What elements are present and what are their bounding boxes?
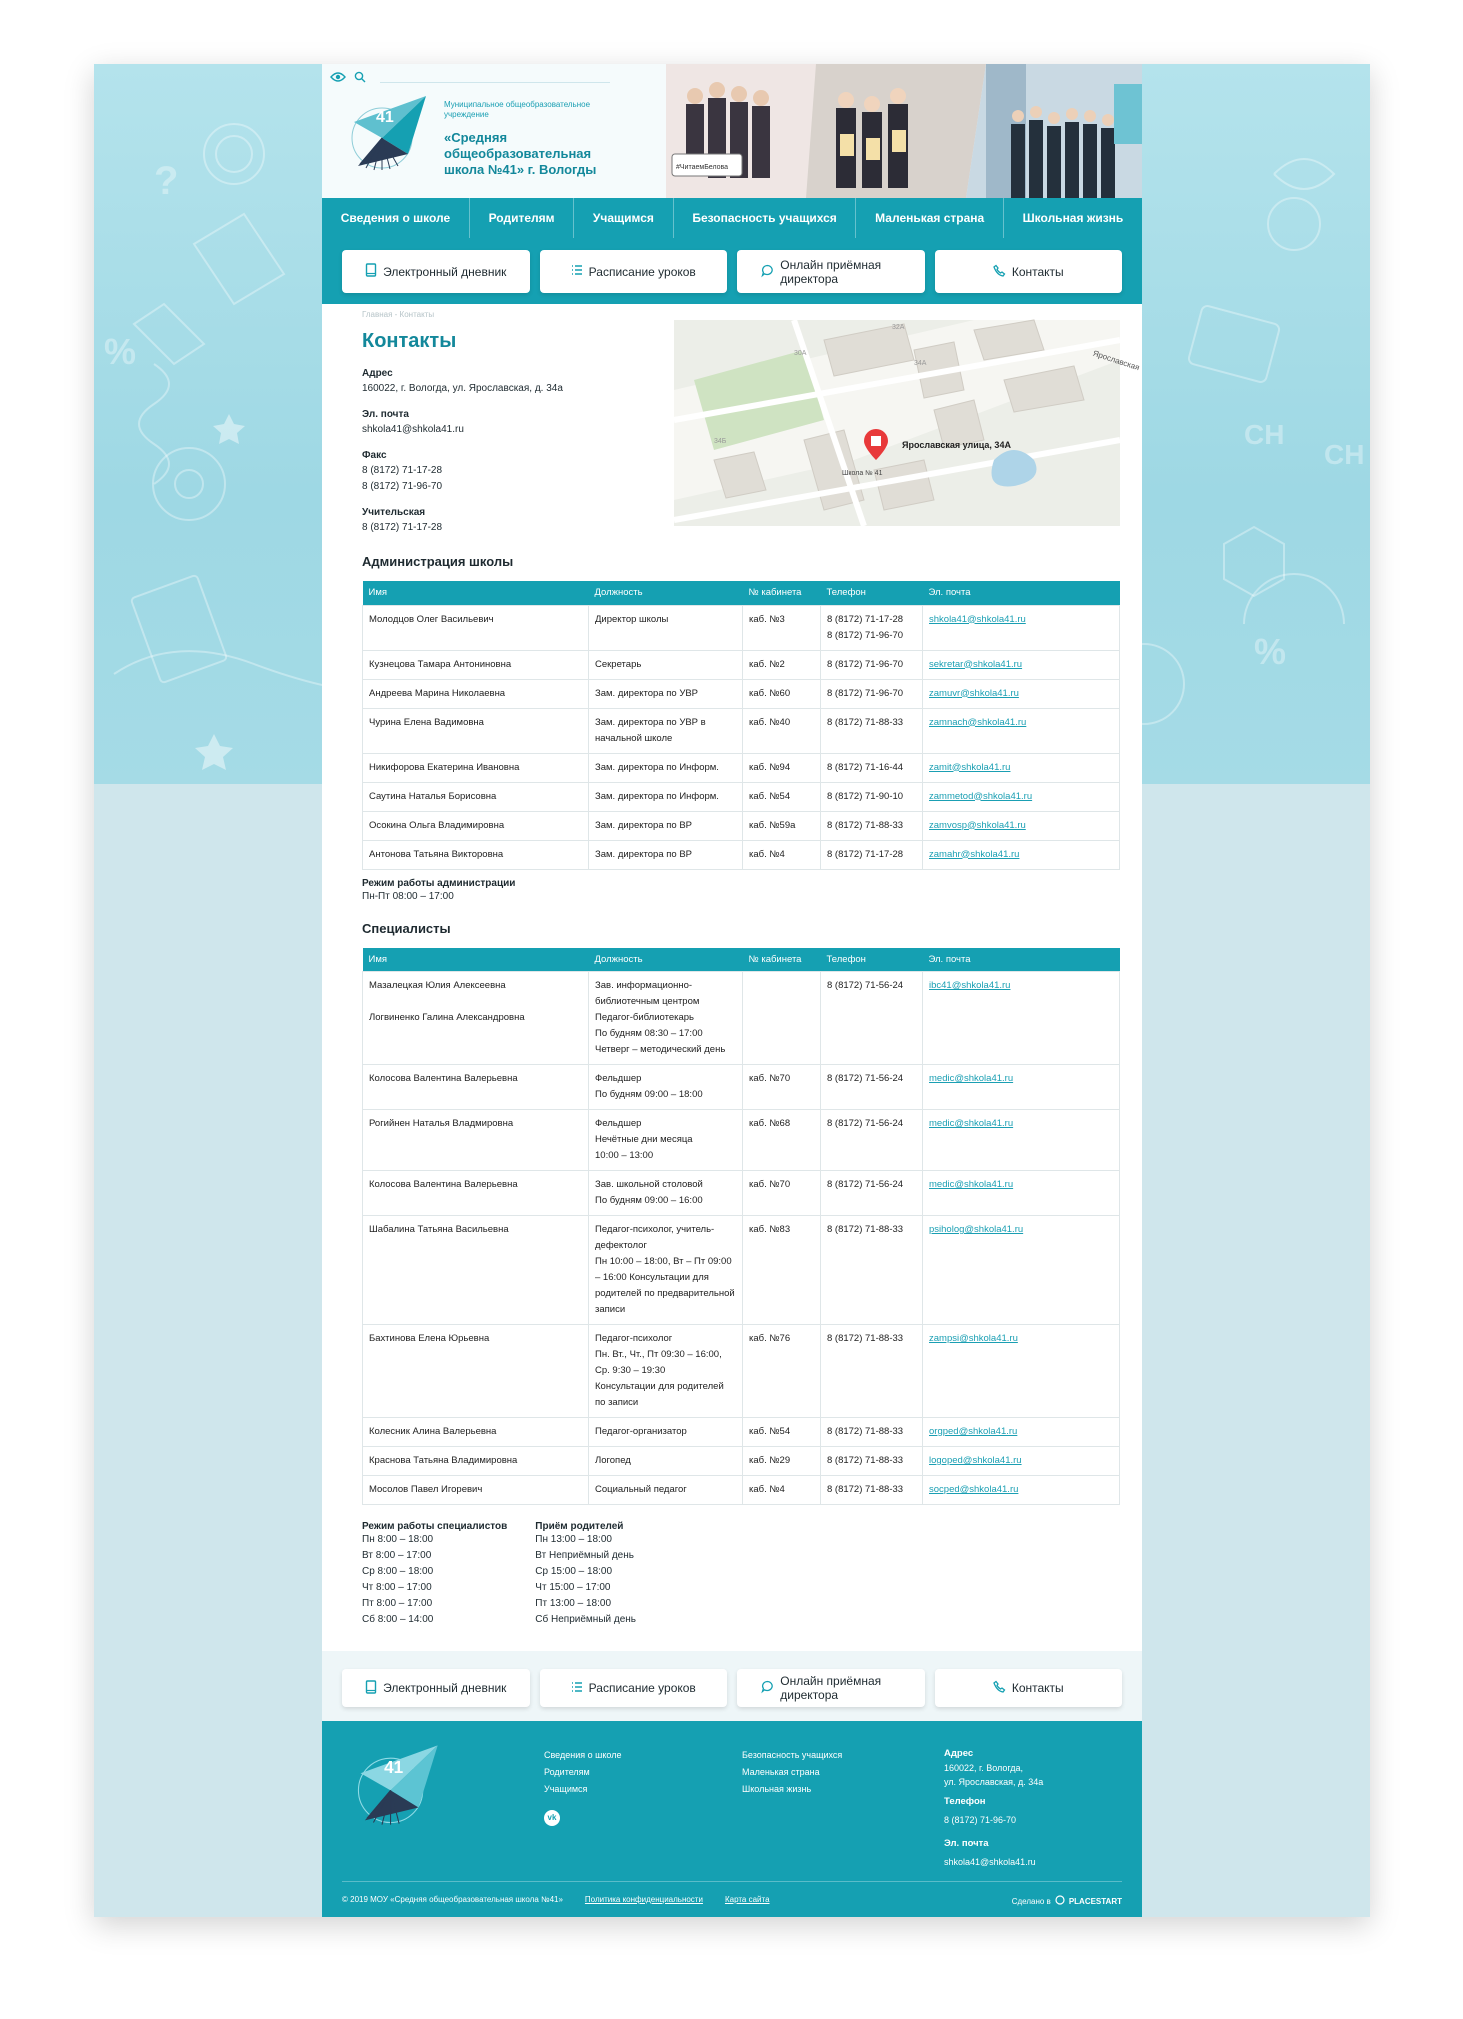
main-nav	[322, 198, 1142, 238]
col-position: Должность	[589, 948, 743, 972]
cell-name: Рогийнен Наталья Владмировна	[363, 1110, 589, 1171]
specialist-hours-title: Режим работы специалистов	[362, 1521, 508, 1532]
map-school-label: Школа № 41	[842, 470, 883, 477]
school-subtitle: Муниципальное общеобразовательное учреждение	[444, 100, 591, 119]
cell-phone: 8 (8172) 71-88-33	[821, 1447, 923, 1476]
cell-email[interactable]	[923, 1476, 1120, 1505]
site-header	[322, 64, 1142, 198]
cell-room: каб. №70	[743, 1171, 821, 1216]
hours-item: Сб 8:00 – 14:00	[362, 1614, 434, 1625]
table-row	[363, 1418, 1120, 1447]
cell-position: Зам. директора по Информ.	[589, 753, 743, 782]
cell-phone: 8 (8172) 71-17-28	[821, 840, 923, 869]
contacts-label: Контакты	[1011, 1681, 1064, 1695]
table-row	[363, 811, 1120, 840]
table-row	[363, 1171, 1120, 1216]
cell-email[interactable]	[923, 679, 1120, 708]
table-row	[363, 753, 1120, 782]
cell-name: Колосова Валентина Валерьевна	[363, 1171, 589, 1216]
contact-info	[362, 368, 662, 536]
cell-email[interactable]	[923, 782, 1120, 811]
cell-name: Кузнецова Тамара Антониновна	[363, 650, 589, 679]
cell-name: Антонова Татьяна Викторовна	[363, 840, 589, 869]
chat-icon	[761, 264, 774, 280]
cell-position: Социальный педагог	[589, 1476, 743, 1505]
email-link[interactable]: socped@shkola41.ru	[929, 1484, 1019, 1495]
footer-links-2	[742, 1747, 842, 1798]
table-row	[363, 840, 1120, 869]
placestart-logo-icon	[1055, 1895, 1065, 1907]
table-row	[363, 1065, 1120, 1110]
cell-phone: 8 (8172) 71-56-24	[821, 1065, 923, 1110]
table-row	[363, 708, 1120, 753]
reception-button[interactable]	[737, 1669, 925, 1707]
cell-phone: 8 (8172) 71-96-70	[821, 650, 923, 679]
phone-icon	[993, 264, 1006, 280]
cell-room: каб. №4	[743, 1476, 821, 1505]
cell-email[interactable]	[923, 753, 1120, 782]
cell-phone: 8 (8172) 71-88-33	[821, 1476, 923, 1505]
diary-label: Электронный дневник	[383, 264, 507, 279]
email-link[interactable]: medic@shkola41.ru	[929, 1179, 1014, 1190]
cell-phone: 8 (8172) 71-88-33	[821, 708, 923, 753]
cell-phone: 8 (8172) 71-56-24	[821, 1110, 923, 1171]
footer-phone[interactable]: 8 (8172) 71-96-70	[944, 1815, 1017, 1825]
cell-room: каб. №54	[743, 1418, 821, 1447]
cell-room: каб. №4	[743, 840, 821, 869]
cell-position: Зав. школьной столовой По будням 09:00 – 16:00	[589, 1171, 743, 1216]
email-link[interactable]: psiholog@shkola41.ru	[929, 1224, 1024, 1235]
reception-button[interactable]	[737, 250, 925, 293]
quick-links-top	[322, 238, 1142, 304]
parent-reception-list	[535, 1532, 636, 1628]
cell-name: Осокина Ольга Владимировна	[363, 811, 589, 840]
cell-phone: 8 (8172) 71-90-10	[821, 782, 923, 811]
main-page	[322, 64, 1142, 1917]
col-name: Имя	[363, 581, 589, 605]
location-map[interactable]	[674, 320, 1141, 526]
cell-room: каб. №2	[743, 650, 821, 679]
header-photo-collage	[666, 64, 1142, 198]
specialist-hours-list	[362, 1532, 507, 1628]
footer-phone-label: Телефон	[944, 1796, 986, 1807]
nav-item-about[interactable]: Сведения о школе	[322, 198, 470, 238]
reception-item: Ср 15:00 – 18:00	[535, 1566, 613, 1577]
made-by[interactable]	[1012, 1895, 1122, 1907]
admin-table-header	[363, 581, 1120, 605]
cell-position: Зам. директора по УВР	[589, 679, 743, 708]
phone-icon	[993, 1680, 1006, 1696]
col-name: Имя	[363, 948, 589, 972]
footer-link-little-country[interactable]: Маленькая страна	[742, 1767, 820, 1777]
cell-room: каб. №70	[743, 1065, 821, 1110]
footer-links-1	[544, 1747, 621, 1826]
email-link[interactable]: orgped@shkola41.ru	[929, 1426, 1018, 1437]
address-label: Адрес	[362, 368, 393, 379]
studio-name: PLACESTART	[1068, 1896, 1122, 1906]
cell-room: каб. №54	[743, 782, 821, 811]
cell-name: Колесник Алина Валерьевна	[363, 1418, 589, 1447]
svg-text:?: ?	[154, 159, 179, 203]
cell-name: Андреева Марина Николаевна	[363, 679, 589, 708]
specialists-table	[362, 948, 1120, 1506]
contacts-button[interactable]	[935, 250, 1123, 293]
nav-item-parents[interactable]: Родителям	[470, 198, 574, 238]
cell-position: Педагог-психолог, учитель-дефектолог Пн 10:00 – 18:00, Вт – Пт 09:00 – 16:00 Консультации для родителей по предварительной записи	[589, 1216, 743, 1325]
email-link[interactable]: zampsi@shkola41.ru	[929, 1333, 1018, 1344]
hours-item: Вт 8:00 – 17:00	[362, 1550, 432, 1561]
cell-position: Директор школы	[589, 605, 743, 650]
email-link[interactable]: zamahr@shkola41.ru	[929, 848, 1020, 860]
cell-email[interactable]	[923, 972, 1120, 1065]
cell-email[interactable]	[923, 1325, 1120, 1418]
map-house-3: 34А	[914, 360, 927, 367]
cell-position: Фельдшер По будням 09:00 – 18:00	[589, 1065, 743, 1110]
reception-item: Вт Неприёмный день	[535, 1550, 634, 1561]
site-footer	[322, 1721, 1142, 1917]
email-link[interactable]: logoped@shkola41.ru	[929, 1455, 1022, 1466]
book-icon	[365, 263, 377, 280]
cell-name: Саутина Наталья Борисовна	[363, 782, 589, 811]
diary-button[interactable]	[342, 1669, 530, 1707]
admin-table	[362, 581, 1120, 870]
table-row	[363, 972, 1120, 1065]
made-by-label: Сделано в	[1011, 1896, 1051, 1906]
quick-links-bottom	[322, 1651, 1142, 1721]
page-title: Контакты	[362, 330, 457, 352]
main-content	[322, 310, 1142, 1628]
reception-item: Пт 13:00 – 18:00	[535, 1598, 612, 1609]
specialists-table-body	[363, 972, 1120, 1505]
cell-name: Бахтинова Елена Юрьевна	[363, 1325, 589, 1418]
admin-hours-title: Режим работы администрации	[362, 877, 516, 889]
map-street-label: Ярославская	[1091, 348, 1141, 373]
cell-email[interactable]	[923, 840, 1120, 869]
school-logo[interactable]	[346, 92, 430, 174]
table-row	[363, 1216, 1120, 1325]
schedule-button[interactable]	[540, 1669, 728, 1707]
nav-item-little-country[interactable]: Маленькая страна	[856, 198, 1003, 238]
cell-name: Краснова Татьяна Владимировна	[363, 1447, 589, 1476]
footer-contacts	[944, 1747, 1043, 1869]
email-link[interactable]: medic@shkola41.ru	[929, 1118, 1014, 1129]
email-link[interactable]: shkola41@shkola41.ru	[929, 613, 1026, 625]
parent-reception	[535, 1521, 636, 1628]
teacher-room-label: Учительская	[362, 507, 426, 518]
map-house-1: 32А	[892, 324, 905, 331]
admin-hours: Пн-Пт 08:00 – 17:00	[362, 890, 454, 902]
footer-address-2: ул. Ярославская, д. 34а	[944, 1777, 1044, 1787]
schedule-button[interactable]	[540, 250, 728, 293]
address-value: 160022, г. Вологда, ул. Ярославская, д. 34а	[362, 383, 563, 394]
specialists-section-title: Специалисты	[362, 920, 451, 936]
svg-text:CH: CH	[1244, 419, 1285, 450]
nav-item-school-life[interactable]: Школьная жизнь	[1022, 211, 1124, 225]
cell-name: Колосова Валентина Валерьевна	[363, 1065, 589, 1110]
breadcrumb[interactable]: Главная - Контакты	[362, 310, 435, 319]
email-value[interactable]: shkola41@shkola41.ru	[362, 424, 464, 435]
cell-room: каб. №83	[743, 1216, 821, 1325]
cell-phone: 8 (8172) 71-56-24	[821, 972, 923, 1065]
table-row	[363, 782, 1120, 811]
cell-email[interactable]	[923, 708, 1120, 753]
cell-room: каб. №68	[743, 1110, 821, 1171]
footer-bottom	[342, 1895, 1122, 1907]
hours-item: Пт 8:00 – 17:00	[362, 1598, 433, 1609]
cell-email[interactable]	[923, 1216, 1120, 1325]
reception-item: Пн 13:00 – 18:00	[535, 1534, 612, 1545]
list-icon	[571, 1681, 583, 1696]
search-icon[interactable]	[354, 70, 366, 88]
cell-room: каб. №59а	[743, 811, 821, 840]
table-row	[363, 679, 1120, 708]
footer-email[interactable]: shkola41@shkola41.ru	[944, 1857, 1036, 1867]
map-house-2: 30А	[794, 350, 807, 357]
cell-phone: 8 (8172) 71-88-33	[821, 1418, 923, 1447]
email-label: Эл. почта	[362, 409, 409, 420]
reception-item: Сб Неприёмный день	[535, 1614, 637, 1625]
chat-icon	[761, 1680, 774, 1696]
col-email: Эл. почта	[923, 948, 1120, 972]
col-phone: Телефон	[821, 581, 923, 605]
map-house-4: 34Б	[714, 438, 727, 445]
email-link[interactable]: zamnach@shkola41.ru	[929, 716, 1027, 728]
cell-phone: 8 (8172) 71-88-33	[821, 811, 923, 840]
cell-name: Мосолов Павел Игоревич	[363, 1476, 589, 1505]
email-link[interactable]: medic@shkola41.ru	[929, 1073, 1014, 1084]
email-link[interactable]: zamvosp@shkola41.ru	[929, 819, 1026, 831]
svg-text:%: %	[104, 331, 137, 372]
col-phone: Телефон	[821, 948, 923, 972]
hours-block	[362, 1521, 1122, 1628]
cell-room: каб. №60	[743, 679, 821, 708]
hours-item: Ср 8:00 – 18:00	[362, 1566, 434, 1577]
cell-email[interactable]	[923, 811, 1120, 840]
nav-item-students[interactable]: Учащимся	[574, 198, 673, 238]
reception-label: Онлайн приёмная директора	[780, 1674, 882, 1702]
cell-email[interactable]	[923, 1418, 1120, 1447]
admin-section-title: Администрация школы	[362, 554, 514, 569]
parent-reception-title: Приём родителей	[535, 1521, 624, 1532]
copyright: © 2019 МОУ «Средняя общеобразовательная школа №41»	[342, 1895, 563, 1904]
table-row	[363, 1447, 1120, 1476]
specialists-table-header	[363, 948, 1120, 972]
email-link[interactable]: ibc41@shkola41.ru	[929, 980, 1011, 991]
cell-room: каб. №40	[743, 708, 821, 753]
cell-position: Зав. информационно-библиотечным центром Педагог-библиотекарь По будням 08:30 – 17:00 Четверг – методический день	[589, 972, 743, 1065]
footer-email-label: Эл. почта	[944, 1838, 989, 1849]
school-name[interactable]: «Средняя общеобразовательная школа №41» г. Вологды	[444, 130, 597, 177]
cell-phone: 8 (8172) 71-16-44	[821, 753, 923, 782]
fax-value-2: 8 (8172) 71-96-70	[362, 481, 443, 492]
footer-link-school-life[interactable]: Школьная жизнь	[742, 1784, 812, 1794]
cell-phone: 8 (8172) 71-56-24	[821, 1171, 923, 1216]
footer-link-about[interactable]: Сведения о школе	[544, 1750, 622, 1760]
cell-email[interactable]	[923, 1110, 1120, 1171]
specialist-hours	[362, 1521, 507, 1628]
col-room: № кабинета	[743, 581, 821, 605]
cell-phone: 8 (8172) 71-17-28 8 (8172) 71-96-70	[821, 605, 923, 650]
cell-email[interactable]	[923, 650, 1120, 679]
cell-room: каб. №29	[743, 1447, 821, 1476]
cell-position: Зам. директора по УВР в начальной школе	[589, 708, 743, 753]
admin-table-body	[363, 605, 1120, 869]
map-marker-icon[interactable]	[862, 430, 890, 467]
col-email: Эл. почта	[923, 581, 1120, 605]
table-row	[363, 1325, 1120, 1418]
cell-position: Зам. директора по ВР	[589, 811, 743, 840]
schedule-label: Расписание уроков	[588, 1681, 696, 1695]
svg-text:CH: CH	[1324, 439, 1365, 470]
footer-link-students[interactable]: Учащимся	[544, 1784, 588, 1794]
cell-room: каб. №76	[743, 1325, 821, 1418]
cell-room: каб. №3	[743, 605, 821, 650]
email-link[interactable]: zammetod@shkola41.ru	[929, 790, 1033, 802]
svg-text:41: 41	[384, 1757, 404, 1778]
footer-link-safety[interactable]: Безопасность учащихся	[742, 1750, 843, 1760]
cell-email[interactable]	[923, 1171, 1120, 1216]
eye-icon[interactable]	[330, 70, 346, 88]
footer-divider	[342, 1881, 1122, 1882]
table-row	[363, 1476, 1120, 1505]
sitemap-link[interactable]: Карта сайта	[724, 1895, 770, 1904]
book-icon	[365, 1680, 377, 1697]
cell-name: Никифорова Екатерина Ивановна	[363, 753, 589, 782]
diary-label: Электронный дневник	[383, 1681, 507, 1695]
schedule-label: Расписание уроков	[588, 264, 696, 279]
cell-position: Фельдшер Нечётные дни месяца 10:00 – 13:00	[589, 1110, 743, 1171]
page-frame	[94, 64, 1370, 1917]
nav-item-safety[interactable]: Безопасность учащихся	[674, 198, 857, 238]
cell-position: Зам. директора по ВР	[589, 840, 743, 869]
cell-position: Педагог-психолог Пн. Вт., Чт., Пт 09:30 – 16:00, Ср. 9:30 – 19:30 Консультации для родителей по записи	[589, 1325, 743, 1418]
reception-label: Онлайн приёмная директора	[780, 257, 882, 286]
table-row	[363, 1110, 1120, 1171]
cell-name: Молодцов Олег Васильевич	[363, 605, 589, 650]
diary-button[interactable]	[342, 250, 530, 293]
cell-room: каб. №94	[743, 753, 821, 782]
contacts-button[interactable]	[935, 1669, 1123, 1707]
email-link[interactable]: zamit@shkola41.ru	[929, 761, 1011, 773]
list-icon	[571, 264, 583, 279]
cell-name: Мазалецкая Юлия Алексеевна Логвиненко Галина Александровна	[363, 972, 589, 1065]
email-link[interactable]: sekretar@shkola41.ru	[929, 658, 1023, 670]
footer-address-label: Адрес	[944, 1748, 974, 1759]
teacher-room-value: 8 (8172) 71-17-28	[362, 522, 443, 533]
hours-item: Пн 8:00 – 18:00	[362, 1534, 434, 1545]
cell-name: Шабалина Татьяна Васильевна	[363, 1216, 589, 1325]
map-address-label: Ярославская улица, 34А	[902, 440, 1011, 450]
header-tools	[330, 70, 366, 88]
cell-position: Логопед	[589, 1447, 743, 1476]
header-divider	[380, 82, 610, 83]
vk-icon[interactable]: vk	[544, 1810, 560, 1826]
cell-email[interactable]	[923, 1065, 1120, 1110]
footer-link-parents[interactable]: Родителям	[544, 1767, 590, 1777]
privacy-link[interactable]: Политика конфиденциальности	[584, 1895, 703, 1904]
photo-sign: #ЧитаемБелова	[676, 164, 729, 171]
cell-phone: 8 (8172) 71-88-33	[821, 1325, 923, 1418]
reception-item: Чт 15:00 – 17:00	[535, 1582, 611, 1593]
cell-name: Чурина Елена Вадимовна	[363, 708, 589, 753]
cell-phone: 8 (8172) 71-96-70	[821, 679, 923, 708]
svg-text:41: 41	[376, 109, 394, 126]
table-row	[363, 605, 1120, 650]
footer-address-1: 160022, г. Вологда,	[944, 1763, 1024, 1773]
svg-text:%: %	[1254, 631, 1287, 672]
footer-logo[interactable]	[352, 1741, 442, 1834]
fax-label: Факс	[362, 450, 387, 461]
contacts-label: Контакты	[1011, 264, 1064, 279]
hours-item: Чт 8:00 – 17:00	[362, 1582, 432, 1593]
cell-position: Секретарь	[589, 650, 743, 679]
cell-position: Зам. директора по Информ.	[589, 782, 743, 811]
cell-phone: 8 (8172) 71-88-33	[821, 1216, 923, 1325]
table-row	[363, 650, 1120, 679]
email-link[interactable]: zamuvr@shkola41.ru	[929, 687, 1019, 699]
cell-email[interactable]	[923, 1447, 1120, 1476]
cell-room	[743, 972, 821, 1065]
cell-email[interactable]	[923, 605, 1120, 650]
col-room: № кабинета	[743, 948, 821, 972]
cell-position: Педагог-организатор	[589, 1418, 743, 1447]
col-position: Должность	[589, 581, 743, 605]
fax-value-1: 8 (8172) 71-17-28	[362, 465, 443, 476]
